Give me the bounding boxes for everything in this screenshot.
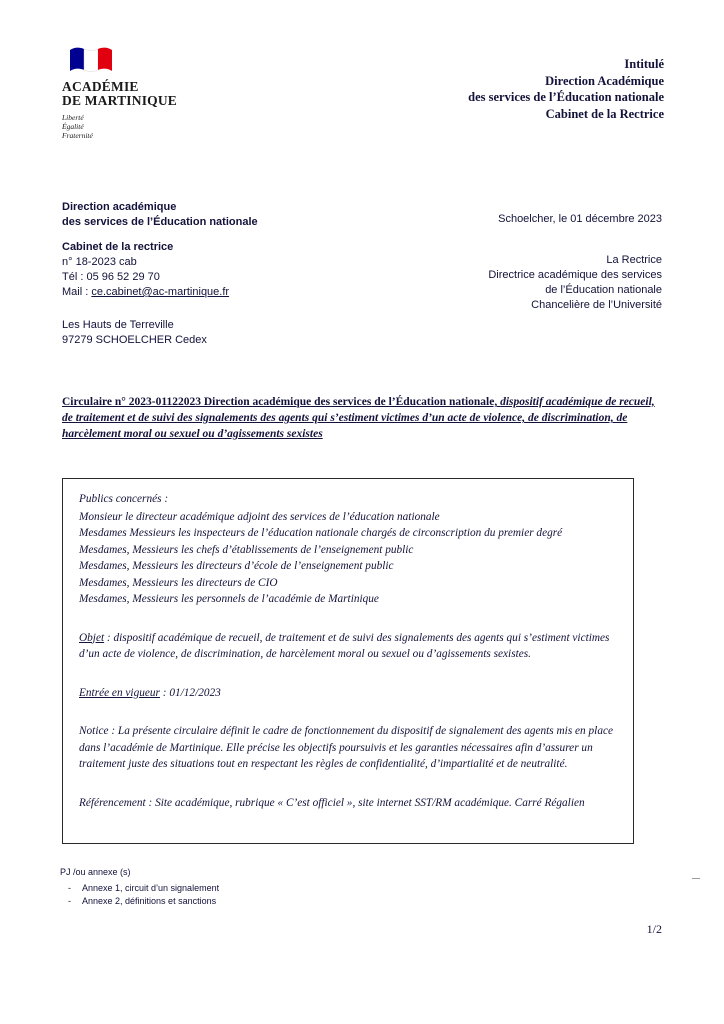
academy-name-line1: ACADÉMIE [62, 79, 139, 94]
motto-liberte: Liberté [62, 113, 84, 122]
header-services: des services de l’Éducation nationale [468, 90, 664, 104]
document-date: Schoelcher, le 01 décembre 2023 [498, 213, 662, 225]
notice-label: Notice [79, 725, 109, 737]
objet-text: : dispositif académique de recueil, de traitement et de suivi des signalements des agents qui s’estiment victimes d’un acte de violence, de discrimination, de harcèlement moral ou sexuel ou d’agissements sexistes. [79, 631, 610, 660]
sender-direction-line2: des services de l’Éducation nationale [62, 216, 258, 228]
header-direction: Direction Académique [545, 73, 664, 88]
recipient-block [488, 212, 662, 313]
entree-text: : 01/12/2023 [159, 686, 221, 699]
page-number: 1/2 [646, 922, 662, 936]
page-edge-mark [692, 878, 700, 879]
motto-fraternite: Fraternité [62, 131, 93, 140]
sender-mail-link[interactable]: ce.cabinet@ac-martinique.fr [91, 286, 230, 298]
list-item: Monsieur le directeur académique adjoint des services de l’éducation nationale [79, 510, 440, 523]
academy-name [62, 80, 242, 108]
publics-list [79, 509, 617, 608]
referencement-text: : Site académique, rubrique « C’est officiel », site internet SST/RM académique. Carré Régalien [145, 796, 585, 809]
address-street: Les Hauts de Terreville [62, 319, 174, 331]
academy-name-line2: DE MARTINIQUE [62, 93, 178, 108]
objet-label: Objet [79, 631, 105, 644]
referencement-section [79, 795, 617, 812]
header-title-block [468, 56, 664, 122]
circular-title [62, 394, 662, 442]
circular-title-subject: dispositif académique de recueil, de traitement et de suivi des signalements des agents qui s’estiment victimes d’un acte de violence, de discrimination, de harcèlement moral ou sexuel ou d’agissements sexistes [62, 396, 655, 440]
entree-section [79, 685, 617, 702]
sender-mail-label: Mail : [62, 286, 92, 298]
motto-egalite: Égalité [62, 122, 84, 131]
sender-direction-line1: Direction académique [62, 201, 177, 213]
publics-label: Publics concernés : [79, 493, 169, 505]
objet-section [79, 630, 617, 663]
notice-section [79, 723, 617, 773]
header-intitule: Intitulé [624, 57, 664, 71]
postal-address-block [62, 318, 207, 348]
list-item: Mesdames, Messieurs les directeurs d’école de l’enseignement public [79, 560, 394, 572]
address-city: 97279 SCHOELCHER Cedex [62, 334, 207, 346]
attachments-list [60, 882, 219, 908]
recipient-title: La Rectrice [606, 254, 662, 266]
french-flag-icon [68, 46, 114, 76]
attachments-label: PJ /ou annexe (s) [60, 867, 131, 877]
list-item: Mesdames, Messieurs les personnels de l’académie de Martinique [79, 593, 379, 605]
circular-title-ref: Circulaire n° 2023-01122023 Direction académique des services [62, 396, 372, 408]
list-item: Mesdames, Messieurs les chefs d’établissements de l’enseignement public [79, 543, 414, 556]
list-item: Mesdames, Messieurs les directeurs de CIO [79, 576, 278, 589]
recipient-line2: Directrice académique des services [488, 269, 662, 281]
sender-cabinet: Cabinet de la rectrice [62, 241, 174, 253]
recipient-line3: de l’Éducation nationale [545, 284, 662, 296]
circular-summary-box [62, 478, 634, 844]
sender-mail-line [62, 285, 258, 300]
list-item: - Annexe 2, définitions et sanctions [60, 895, 219, 908]
entree-label: Entrée en vigueur [79, 686, 160, 699]
referencement-label: Référencement [79, 796, 146, 809]
list-item: Mesdames Messieurs les inspecteurs de l’éducation nationale chargés de circonscription du premier degré [79, 527, 563, 539]
sender-reference: n° 18-2023 cab [62, 256, 137, 268]
sender-spacer [62, 230, 258, 240]
sender-phone: Tél : 05 96 52 29 70 [62, 271, 160, 283]
academy-logo-block [62, 46, 242, 140]
header-cabinet: Cabinet de la Rectrice [545, 106, 664, 121]
attachments-block [60, 866, 219, 908]
circular-title-middle: de l’Éducation nationale, [371, 396, 501, 408]
notice-text: : La présente circulaire définit le cadre de fonctionnement du dispositif de signalement des agents mis en place dans l’académie de Martinique. Elle précise les objectifs poursuivis et les garanties nécessaires afin d’assurer un traitement juste des situations tout en respectant les règles de confidentialité, d’impartialité et de neutralité. [79, 725, 613, 770]
republic-motto [62, 113, 242, 140]
recipient-line4: Chancelière de l’Université [531, 299, 662, 311]
list-item: - Annexe 1, circuit d’un signalement [60, 882, 219, 895]
sender-block [62, 200, 258, 300]
